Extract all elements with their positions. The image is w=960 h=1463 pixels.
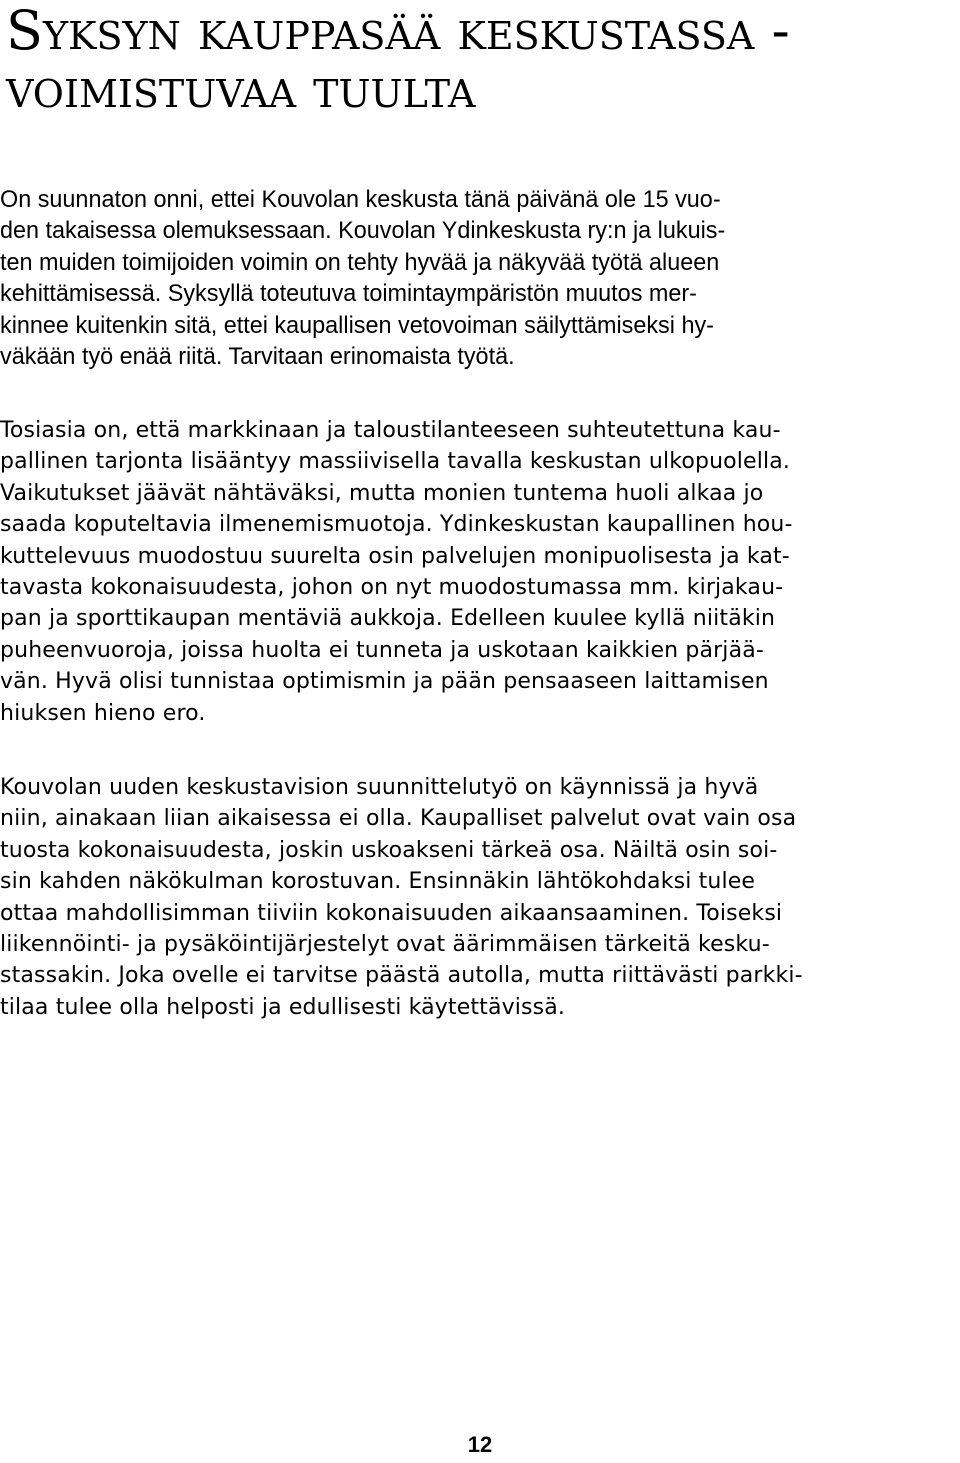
text-line: Kouvolan uuden keskustavision suunnittelutyö on käynnissä ja hyvä [0,774,759,800]
text-line: tilaa tulee olla helposti ja edullisesti käytettävissä. [0,993,566,1020]
text-line: tavasta kokonaisuudesta, johon on nyt muodostumassa mm. kirjakau- [0,574,784,601]
text-line: vän. Hyvä olisi tunnistaa optimismin ja pään pensaaseen laittamisen [0,668,769,695]
text-line: stassakin. Joka ovelle ei tarvitse päästä autolla, mutta riittävästi parkki- [0,962,803,989]
text-line: kehittämisessä. Syksyllä toteutuva toimintaympäristön muutos mer- [0,281,697,308]
article-title-line: Syksyn kauppasää keskustassa - [6,0,790,62]
text-line: den takaisessa olemuksessaan. Kouvolan Ydinkeskusta ry:n ja lukuis- [0,218,726,245]
text-line: niin, ainakaan liian aikaisessa ei olla. Kaupalliset palvelut ovat vain osa [0,805,797,832]
text-line: sin kahden näkökulman korostuvan. Ensinnäkin lähtökohdaksi tulee [0,868,756,895]
text-line: hiuksen hieno ero. [0,699,206,726]
text-line: pallinen tarjonta lisääntyy massiivisella tavalla keskustan ulkopuolella. [0,448,791,475]
text-line: On suunnaton onni, ettei Kouvolan keskusta tänä päivänä ole 15 vuo- [0,187,721,213]
text-line: kinnee kuitenkin sitä, ettei kaupallisen vetovoiman säilyttämiseksi hy- [0,312,714,339]
text-line: kuttelevuus muodostuu suurelta osin palvelujen monipuolisesta ja kat- [0,542,790,569]
text-line: Tosiasia on, että markkinaan ja taloustilanteeseen suhteutettuna kau- [0,417,781,443]
text-line: liikennöinti- ja pysäköintijärjestelyt ovat äärimmäisen tärkeitä kesku- [0,931,770,958]
text-line: puheenvuoroja, joissa huolta ei tunneta ja uskotaan kaikkien pärjää- [0,636,764,663]
text-line: pan ja sporttikaupan mentäviä aukkoja. Edelleen kuulee kyllä niitäkin [0,605,776,632]
paragraph-vision [0,772,960,1023]
text-line: ten muiden toimijoiden voimin on tehty hyvää ja näkyvää työtä alueen [0,249,720,276]
paragraph-intro [0,185,960,373]
article-title [6,2,956,118]
text-line: Vaikutukset jäävät nähtäväksi, mutta monien tuntema huoli alkaa jo [0,479,764,506]
article-title-line: voimistuvaa tuulta [6,57,476,120]
text-line: tuosta kokonaisuudesta, joskin uskoakseni tärkeä osa. Näiltä osin soi- [0,836,778,863]
page-number: 12 [467,1432,493,1457]
text-line: ottaa mahdollisimman tiiviin kokonaisuuden aikaansaaminen. Toiseksi [0,899,783,926]
text-line: väkään työ enää riitä. Tarvitaan erinomaista työtä. [0,344,515,371]
paragraph-market [0,415,960,729]
text-line: saada koputeltavia ilmenemismuotoja. Ydinkeskustan kaupallinen hou- [0,511,793,538]
